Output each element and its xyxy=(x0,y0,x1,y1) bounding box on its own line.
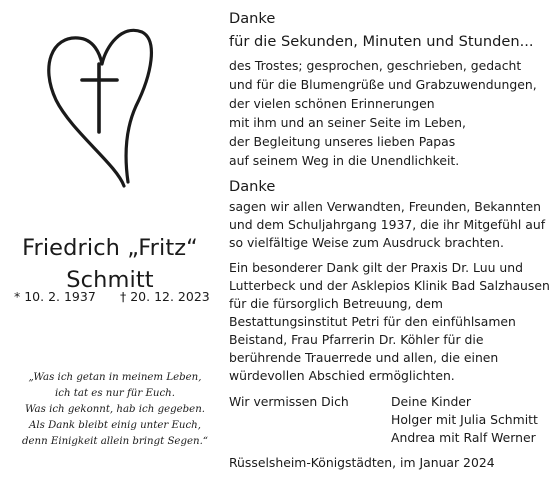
poem-line: „Was ich getan in meinem Leben, xyxy=(28,372,202,383)
special-thanks-line: für die fürsorglich Betreuung, dem xyxy=(229,296,443,311)
name-line-1: Friedrich „Fritz“ xyxy=(22,235,198,261)
special-thanks-line: Beistand, Frau Pfarrerin Dr. Köhler für die xyxy=(229,332,484,347)
thanks-line: der Begleitung unseres lieben Papas xyxy=(229,134,456,149)
poem-line: ich tat es nur für Euch. xyxy=(55,388,175,399)
thanks-line: mit ihm und an seiner Seite im Leben, xyxy=(229,115,466,130)
poem-line: denn Einigkeit allein bringt Segen.“ xyxy=(21,436,209,447)
thanks-heading-2: Danke xyxy=(229,178,276,195)
place-date: Rüsselsheim-Königstädten, im Januar 2024 xyxy=(229,455,495,470)
birth-date: * 10. 2. 1937 xyxy=(14,289,96,304)
thanks-line: und für die Blumengrüße und Grabzuwendungen, xyxy=(229,77,537,92)
special-thanks-line: Ein besonderer Dank gilt der Praxis Dr. Luu und xyxy=(229,260,523,275)
family-member: Andrea mit Ralf Werner xyxy=(391,430,536,445)
poem xyxy=(10,370,220,450)
thanks-line: des Trostes; gesprochen, geschrieben, gedacht xyxy=(229,58,522,73)
death-date: † 20. 12. 2023 xyxy=(120,289,210,304)
thanks2-line: und dem Schuljahrgang 1937, die ihr Mitgefühl auf xyxy=(229,217,546,232)
thanks-line: der vielen schönen Erinnerungen xyxy=(229,96,435,111)
special-thanks-line: Bestattungsinstitut Petri für den einfühlsamen xyxy=(229,314,516,329)
heart-cross-icon xyxy=(44,14,156,196)
name-line-2: Schmitt xyxy=(66,267,154,293)
miss-you-text: Wir vermissen Dich xyxy=(229,394,349,409)
thanks-subheading: für die Sekunden, Minuten und Stunden... xyxy=(229,33,534,50)
special-thanks-line: würdevollen Abschied ermöglichten. xyxy=(229,368,455,383)
thanks-heading-1: Danke xyxy=(229,10,276,27)
family-member: Holger mit Julia Schmitt xyxy=(391,412,538,427)
thanks2-line: so vielfältige Weise zum Ausdruck brachten. xyxy=(229,235,504,250)
special-thanks-line: berührende Trauerrede und allen, die einen xyxy=(229,350,499,365)
family-heading: Deine Kinder xyxy=(391,394,472,409)
thanks2-line: sagen wir allen Verwandten, Freunden, Bekannten xyxy=(229,199,542,214)
deceased-name xyxy=(0,232,220,296)
special-thanks-line: Lutterbeck und der Asklepios Klinik Bad Salzhausen xyxy=(229,278,550,293)
poem-line: Was ich gekonnt, hab ich gegeben. xyxy=(24,404,206,415)
thanks-line: auf seinem Weg in die Unendlichkeit. xyxy=(229,153,460,168)
poem-line: Als Dank bleibt einig unter Euch, xyxy=(29,420,201,431)
